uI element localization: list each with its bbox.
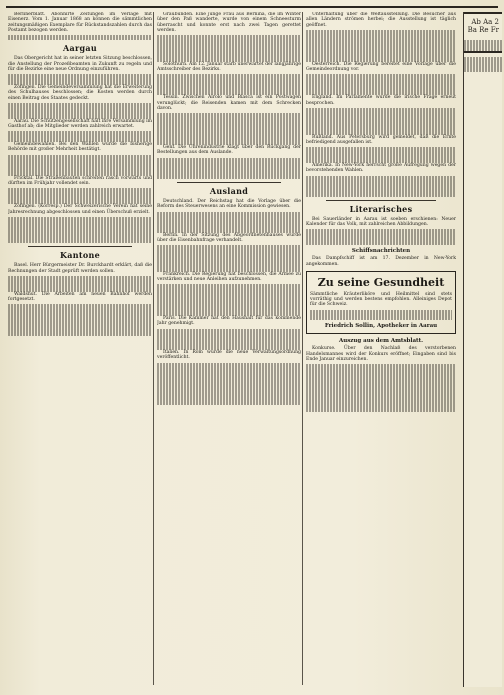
article: Italien. In Rom wurde die neue Verwaltungsordnung veröffentlicht. — [157, 349, 301, 361]
article: Zofingen. Die Gemeindeversammlung hat die Erweiterung des Schulhauses beschlossen; die Kosten werden durch einen Beitrag des Staates gedeckt. — [8, 84, 152, 101]
section-heading-kantone: Kantone — [60, 250, 100, 261]
article: Konkurse. Über den Nachlaß des verstorbenen Handelsmannes wird der Konkurs eröffnet; Eingaben sind bis Ende Januar einzureichen. — [306, 346, 456, 362]
section-heading-schiffsnachrichten: Schiffsnachrichten — [351, 248, 411, 255]
strip-text: Ab Aa 2 Ba Re Fr — [467, 18, 499, 34]
article: England. Im Parlamente wurde die irische Frage erneut besprochen. — [306, 95, 456, 106]
article: Gemeindewahlen. Bei den Wahlen wurde die bisherige Behörde mit großer Mehrheit bestätigt. — [8, 141, 152, 153]
column-divider — [302, 12, 303, 685]
article: Aarau. Die Schützengesellschaft hält ihre Versammlung im Gasthof ab; die Mitglieder werden zahlreich erwartet. — [8, 118, 152, 130]
section-heading-aargau: Aargau — [63, 43, 97, 54]
article: Berlin. In der Sitzung des Abgeordnetenhauses wurde über die Eisenbahnfrage verhandelt. — [157, 232, 301, 243]
article: Solothurn. Am 12. Januar starb unerwartet der langjährige Amtsschreiber des Bezirks. — [157, 61, 301, 72]
section-heading-ausland: Ausland — [209, 185, 249, 196]
top-rule — [6, 6, 498, 8]
article: Zofingen. (Korresp.) Der Schweizerische Verein hat seine Jahresrechnung abgeschlossen und einen Überschuß erzielt. — [8, 204, 152, 215]
adjacent-page-strip — [463, 12, 502, 687]
column-3 — [306, 12, 456, 687]
article: Deutschland. Der Reichstag hat die Vorlage über die Reform des Steuerwesens an eine Kommission gewiesen. — [157, 198, 301, 210]
divider — [28, 246, 132, 247]
article: Genf. Die Uhrenindustrie klagt über den Rückgang der Bestellungen aus dem Auslande. — [157, 145, 301, 156]
article: Bei Sauerländer in Aarau ist soeben erschienen: Neuer Kalender für das Volk, mit zahlreichen Abbildungen. — [306, 216, 456, 228]
divider — [326, 200, 436, 201]
article-opening: Berlinerblatt. Abonnirte Zeitungen im Verlage mit Eisenerz. Vom 1. Januar 1868 an können die sämmtlichen zeitungsmäßigen Exemplare für Rückstandszahlen durch das Postamt bezogen werden. — [8, 12, 152, 33]
ad-body: Sämmtliche Kräuterliköre und Heilmittel sind stets vorräthig und werden bestens empfohlen. Alleiniges Depot für die Schweiz. — [310, 291, 452, 308]
column-divider — [153, 12, 154, 685]
article: Rußland. Aus Petersburg wird gemeldet, daß die Ernte befriedigend ausgefallen ist. — [306, 134, 456, 145]
divider — [177, 182, 281, 183]
article: Unterhaltung über die Weltausstellung. Die Besucher aus allen Ländern strömen herbei; die Ausstellung ist täglich geöffnet. — [306, 12, 456, 28]
amtsblatt-heading: Auszug aus dem Amtsblatt. — [338, 338, 424, 345]
article: Basel. Herr Bürgermeister Dr. Burckhardt erklärt, daß die Rechnungen der Stadt geprüft werden sollen. — [8, 263, 152, 274]
article: Graubünden. Eine junge Frau aus Bernina, die im Winter über den Paß wanderte, wurde von einem Schneesturm überrascht und konnte erst nach zwei Tagen gerettet werden. — [157, 12, 301, 33]
article: Fricktal. Die Straßenbauten schreiten rasch vorwärts und dürften im Frühjahr vollendet sein. — [8, 175, 152, 187]
article: Amerika. In New-York herrscht große Aufregung wegen der bevorstehenden Wahlen. — [306, 163, 456, 174]
article: Tessin. Zwischen Airolo und Biasca ist ein Postwagen verunglückt; die Reisenden kamen mit dem Schrecken davon. — [157, 95, 301, 112]
article: Oesterreich. Die Regierung bereitet eine Vorlage über die Gemeindeordnung vor. — [306, 61, 456, 72]
column-1 — [8, 12, 152, 687]
ad-seller: Friedrich Sollin, Apotheker in Aarau — [324, 323, 438, 330]
article: Paris. Die Kammer hat den Haushalt für das kommende Jahr genehmigt. — [157, 316, 301, 327]
ad-title: Zu seine Gesundheit — [317, 275, 445, 289]
column-2 — [157, 12, 301, 687]
section-heading-literarisches: Literarisches — [349, 203, 413, 214]
advertisement-box — [306, 271, 456, 334]
article: Das Obergericht hat in seiner letzten Sitzung beschlossen, die Anstellung der Prozeßbeamten in Zukunft zu regeln und für die Bezirke eine neue Ordnung einzuführen. — [8, 56, 152, 73]
article: Das Dampfschiff ist am 17. Dezember in New-York angekommen. — [306, 256, 456, 267]
article: Waldshut. Die Arbeiten am neuen Bahnhof werden fortgesetzt. — [8, 291, 152, 303]
article: Frankreich. Die Regierung hat beschlossen, die Armee zu verstärken und neue Anleihen aufzunehmen. — [157, 271, 301, 283]
